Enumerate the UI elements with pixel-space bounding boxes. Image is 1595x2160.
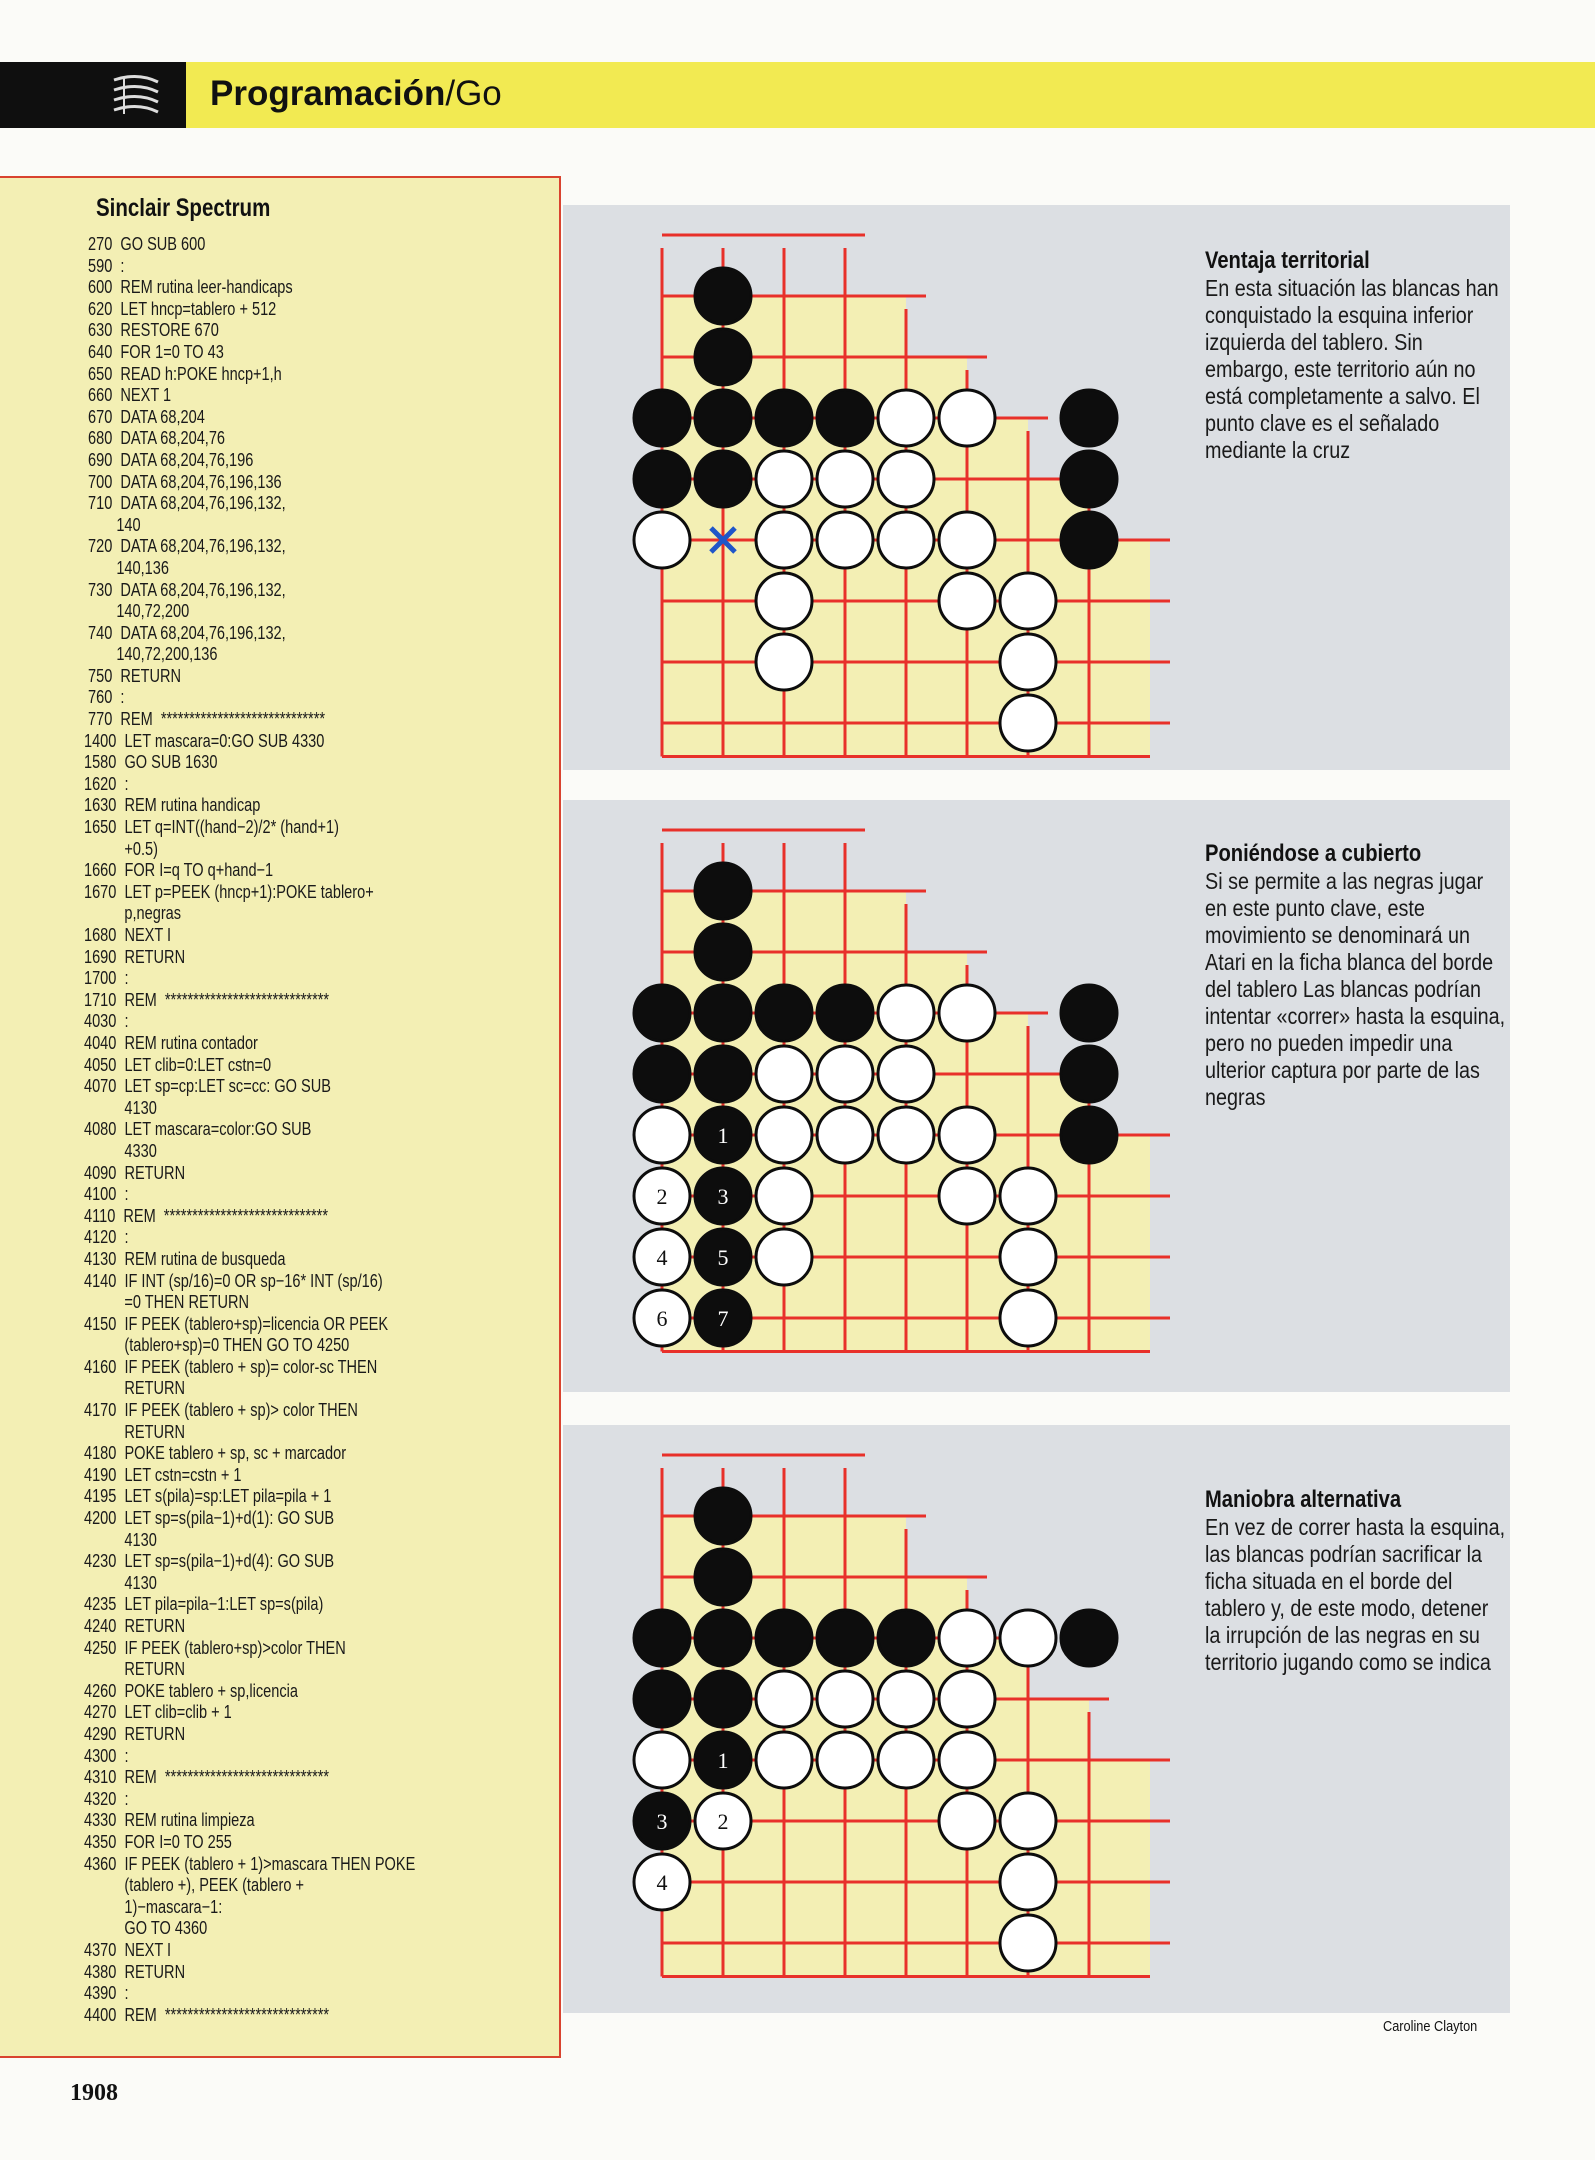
code-line: 620 LET hncp=tablero + 512: [84, 298, 277, 319]
code-line: GO TO 4360: [84, 1918, 208, 1939]
code-line: 4200 LET sp=s(pila−1)+d(1): GO SUB: [84, 1508, 335, 1529]
move-number: 4: [656, 1870, 668, 1895]
black-stone: [634, 1610, 690, 1666]
code-line: 4130: [84, 1529, 157, 1550]
black-stone: [756, 1610, 812, 1666]
black-stone: [817, 985, 873, 1041]
code-line: 4050 LET clib=0:LET cstn=0: [84, 1054, 272, 1075]
code-line: 4330: [84, 1140, 157, 1161]
code-line: 4180 POKE tablero + sp, sc + marcador: [84, 1443, 347, 1464]
code-line: 640 FOR 1=0 TO 43: [84, 341, 224, 362]
white-stone: [878, 1046, 934, 1102]
code-line: 660 NEXT 1: [84, 385, 172, 406]
header-title: [210, 72, 502, 116]
code-line: 1620 :: [84, 773, 129, 794]
white-stone: [939, 985, 995, 1041]
code-line: 4230 LET sp=s(pila−1)+d(4): GO SUB: [84, 1551, 335, 1572]
white-stone: [756, 1732, 812, 1788]
white-stone: [1000, 634, 1056, 690]
caption-title: Maniobra alternativa: [1205, 1486, 1402, 1513]
move-number: 3: [656, 1809, 668, 1834]
code-line: p,negras: [84, 903, 182, 924]
code-line: 1690 RETURN: [84, 946, 186, 967]
code-line: 4300 :: [84, 1745, 129, 1766]
black-stone: [756, 985, 812, 1041]
code-line: 720 DATA 68,204,76,196,132,: [84, 536, 286, 557]
code-line: 140,72,200,136: [84, 644, 218, 665]
black-stone: [695, 390, 751, 446]
black-stone: [695, 985, 751, 1041]
white-stone: [1000, 1168, 1056, 1224]
move-number: 2: [656, 1184, 668, 1209]
code-line: 4310 REM *****************************: [84, 1767, 330, 1788]
black-stone: [695, 1046, 751, 1102]
white-stone: [939, 512, 995, 568]
white-stone: [878, 1732, 934, 1788]
black-stone: [1061, 1046, 1117, 1102]
black-stone: [878, 1610, 934, 1666]
move-number: 6: [656, 1306, 668, 1331]
white-stone: [756, 1229, 812, 1285]
caption-ventaja-territorial: [1205, 247, 1510, 464]
move-number: 1: [717, 1748, 729, 1773]
move-number: 5: [717, 1245, 729, 1270]
white-stone: [939, 573, 995, 629]
code-line: 4235 LET pila=pila−1:LET sp=s(pila): [84, 1594, 324, 1615]
code-line: 1580 GO SUB 1630: [84, 752, 218, 773]
white-stone: [756, 634, 812, 690]
white-stone: [756, 451, 812, 507]
caption-maniobra-alternativa: [1205, 1486, 1510, 1676]
code-line: 4270 LET clib=clib + 1: [84, 1702, 232, 1723]
code-line: 4160 IF PEEK (tablero + sp)= color-sc THEN: [84, 1356, 378, 1377]
code-line: 4330 REM rutina limpieza: [84, 1810, 255, 1831]
code-line: 630 RESTORE 670: [84, 320, 219, 341]
code-line: 760 :: [84, 687, 125, 708]
code-line: 4120 :: [84, 1227, 129, 1248]
black-stone: [634, 985, 690, 1041]
code-line: 4350 FOR I=0 TO 255: [84, 1831, 232, 1852]
code-line: 650 READ h:POKE hncp+1,h: [84, 363, 282, 384]
move-number: 4: [656, 1245, 668, 1270]
code-line: 4040 REM rutina contador: [84, 1032, 258, 1053]
white-stone: [756, 512, 812, 568]
code-line: 680 DATA 68,204,76: [84, 428, 226, 449]
black-stone: [695, 268, 751, 324]
caption-title: Poniéndose a cubierto: [1205, 840, 1422, 867]
section-logo: [0, 62, 186, 128]
code-line: 1680 NEXT I: [84, 925, 172, 945]
code-line: 4360 IF PEEK (tablero + 1)>mascara THEN POKE: [84, 1853, 416, 1874]
caption-text: Si se permite a las negras jugar en este punto clave, este movimiento se denominará un Atari en la ficha blanca del borde del tablero Las blancas podrían intentar «correr» hasta la esquina, pero no pueden impedir una ulterior captura por parte de las negras: [1205, 868, 1506, 1110]
code-line: 4380 RETURN: [84, 1961, 186, 1982]
code-line: 740 DATA 68,204,76,196,132,: [84, 622, 286, 643]
code-line: 1650 LET q=INT((hand−2)/2* (hand+1): [84, 817, 339, 838]
white-stone: [634, 512, 690, 568]
white-stone: [817, 1732, 873, 1788]
code-line: 730 DATA 68,204,76,196,132,: [84, 579, 286, 600]
black-stone: [695, 924, 751, 980]
move-number: 3: [717, 1184, 729, 1209]
code-line: 270 GO SUB 600: [84, 234, 206, 254]
code-line: 140,136: [84, 557, 169, 578]
move-number: 1: [717, 1123, 729, 1148]
code-listing-panel: [0, 176, 561, 2058]
black-stone: [695, 451, 751, 507]
code-line: 4190 LET cstn=cstn + 1: [84, 1464, 242, 1485]
code-line: 4130: [84, 1572, 157, 1593]
black-stone: [756, 390, 812, 446]
white-stone: [817, 1046, 873, 1102]
code-line: 1)−mascara−1:: [84, 1896, 223, 1917]
code-line: 1700 :: [84, 968, 129, 989]
move-number: 2: [717, 1809, 729, 1834]
code-line: 140,72,200: [84, 601, 190, 622]
white-stone: [634, 1732, 690, 1788]
caption-text: En vez de correr hasta la esquina, las blancas podrían sacrificar la ficha situada en el borde del tablero y, de este modo, detener la irrupción de las negras en su territorio jugando como se indica: [1205, 1514, 1506, 1675]
code-line: 4320 :: [84, 1788, 129, 1809]
code-line: 4130 REM rutina de busqueda: [84, 1248, 286, 1269]
code-line: 4170 IF PEEK (tablero + sp)> color THEN: [84, 1400, 358, 1421]
black-stone: [634, 451, 690, 507]
black-stone: [817, 1610, 873, 1666]
code-line: 4390 :: [84, 1983, 129, 2004]
code-line: 4080 LET mascara=color:GO SUB: [84, 1119, 312, 1140]
black-stone: [634, 1046, 690, 1102]
code-line: 670 DATA 68,204: [84, 406, 205, 427]
black-stone: [695, 1488, 751, 1544]
black-stone: [817, 390, 873, 446]
white-stone: [878, 1671, 934, 1727]
code-line: 4290 RETURN: [84, 1723, 186, 1744]
white-stone: [939, 1107, 995, 1163]
white-stone: [1000, 1290, 1056, 1346]
go-board-3: [600, 1425, 1200, 2010]
code-line: +0.5): [84, 838, 158, 859]
white-stone: [878, 1107, 934, 1163]
white-stone: [1000, 695, 1056, 751]
code-line: (tablero +), PEEK (tablero +: [84, 1875, 304, 1896]
black-stone: [1061, 451, 1117, 507]
page-number: 1908: [70, 2080, 118, 2106]
code-line: RETURN: [84, 1421, 186, 1442]
black-stone: [1061, 512, 1117, 568]
code-line: 4100 :: [84, 1184, 129, 1205]
white-stone: [939, 1732, 995, 1788]
code-line: 1400 LET mascara=0:GO SUB 4330: [84, 730, 325, 751]
topic-label: /Go: [445, 74, 502, 113]
code-line: =0 THEN RETURN: [84, 1292, 250, 1313]
code-line: 590 :: [84, 255, 125, 276]
black-stone: [1061, 1107, 1117, 1163]
code-line: RETURN: [84, 1378, 186, 1399]
white-stone: [878, 985, 934, 1041]
section-logo-icon: [108, 72, 166, 118]
white-stone: [939, 1168, 995, 1224]
white-stone: [939, 1610, 995, 1666]
white-stone: [939, 1671, 995, 1727]
code-line: 4195 LET s(pila)=sp:LET pila=pila + 1: [84, 1486, 332, 1507]
black-stone: [695, 1610, 751, 1666]
move-number: 7: [717, 1306, 729, 1331]
section-label: Programación: [210, 74, 446, 113]
white-stone: [878, 512, 934, 568]
white-stone: [939, 1793, 995, 1849]
white-stone: [634, 1107, 690, 1163]
code-line: 710 DATA 68,204,76,196,132,: [84, 493, 286, 514]
white-stone: [756, 1107, 812, 1163]
code-line: 600 REM rutina leer-handicaps: [84, 277, 293, 298]
go-board-2: [600, 800, 1200, 1390]
caption-poniendose-a-cubierto: [1205, 840, 1510, 1111]
code-line: 4260 POKE tablero + sp,licencia: [84, 1680, 298, 1701]
caption-text: En esta situación las blancas han conquistado la esquina inferior izquierda del tablero. Sin embargo, este territorio aún no está completamente a salvo. El punto clave es el señalado mediante la cruz: [1205, 275, 1499, 463]
black-stone: [1061, 390, 1117, 446]
white-stone: [939, 390, 995, 446]
illustration-credit: Caroline Clayton: [1383, 2018, 1478, 2035]
code-line: 4030 :: [84, 1011, 129, 1032]
white-stone: [817, 1671, 873, 1727]
code-line: RETURN: [84, 1659, 186, 1680]
black-stone: [1061, 985, 1117, 1041]
white-stone: [1000, 1793, 1056, 1849]
white-stone: [817, 451, 873, 507]
code-line: 700 DATA 68,204,76,196,136: [84, 471, 282, 492]
code-line: 1710 REM *****************************: [84, 989, 330, 1010]
white-stone: [1000, 1915, 1056, 1971]
black-stone: [695, 1671, 751, 1727]
black-stone: [634, 1671, 690, 1727]
white-stone: [878, 390, 934, 446]
white-stone: [756, 1168, 812, 1224]
code-line: 140: [84, 514, 141, 535]
black-stone: [634, 390, 690, 446]
black-stone: [695, 863, 751, 919]
white-stone: [756, 1671, 812, 1727]
code-line: 1670 LET p=PEEK (hncp+1):POKE tablero+: [84, 881, 374, 902]
white-stone: [1000, 1610, 1056, 1666]
code-line: 750 RETURN: [84, 665, 182, 686]
code-line: 4240 RETURN: [84, 1616, 186, 1636]
code-line: 4370 NEXT I: [84, 1939, 172, 1960]
go-board-1: [600, 205, 1200, 765]
code-line: 4110 REM *****************************: [84, 1205, 328, 1226]
white-stone: [1000, 1854, 1056, 1910]
white-stone: [756, 573, 812, 629]
code-line: (tablero+sp)=0 THEN GO TO 4250: [84, 1335, 350, 1356]
white-stone: [817, 1107, 873, 1163]
black-stone: [1061, 1610, 1117, 1666]
code-line: 4150 IF PEEK (tablero+sp)=licencia OR PEEK: [84, 1313, 389, 1334]
code-line: 4070 LET sp=cp:LET sc=cc: GO SUB: [84, 1076, 331, 1097]
black-stone: [695, 1549, 751, 1605]
code-line: 4140 IF INT (sp/16)=0 OR sp−16* INT (sp/16): [84, 1270, 383, 1291]
code-line: 4250 IF PEEK (tablero+sp)>color THEN: [84, 1637, 346, 1658]
code-line: 4090 RETURN: [84, 1162, 186, 1183]
caption-title: Ventaja territorial: [1205, 247, 1370, 274]
code-line: 770 REM *****************************: [84, 709, 326, 730]
white-stone: [1000, 1229, 1056, 1285]
white-stone: [1000, 573, 1056, 629]
black-stone: [695, 329, 751, 385]
code-heading: Sinclair Spectrum: [96, 194, 271, 222]
code-listing: [84, 234, 544, 2026]
white-stone: [878, 451, 934, 507]
code-line: 1630 REM rutina handicap: [84, 795, 261, 816]
code-line: 1660 FOR I=q TO q+hand−1: [84, 860, 274, 881]
code-line: 4400 REM *****************************: [84, 2004, 330, 2025]
code-line: 4130: [84, 1097, 157, 1118]
white-stone: [817, 512, 873, 568]
code-line: 690 DATA 68,204,76,196: [84, 449, 254, 470]
white-stone: [756, 1046, 812, 1102]
